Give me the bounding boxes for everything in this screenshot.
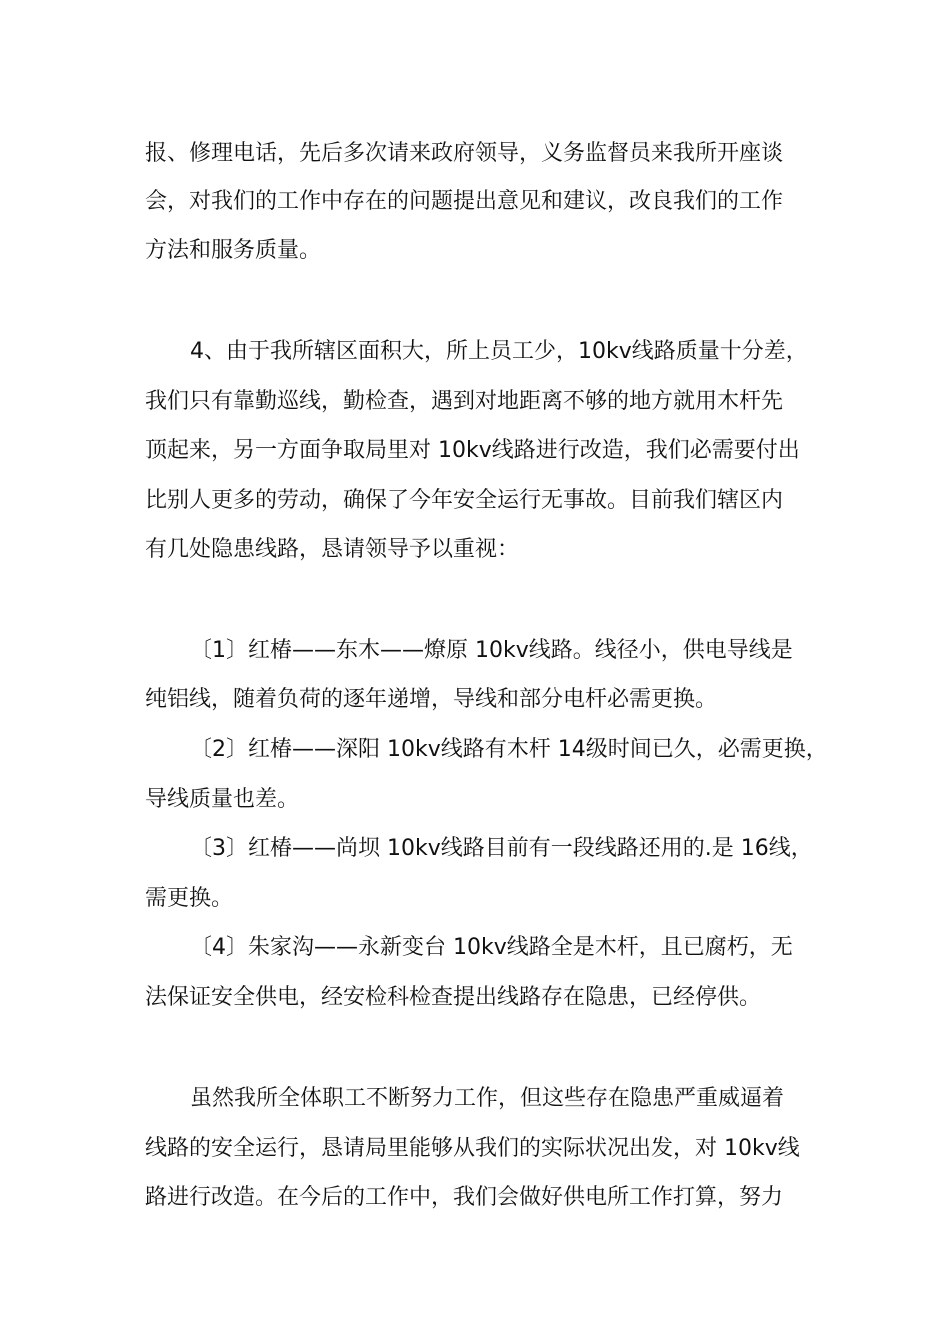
text-line-9: 〔1〕红椿——东木——燎原 10kv线路。线径小，供电导线是 bbox=[190, 638, 793, 663]
text-line-6: 顶起来，另一方面争取局里对 10kv线路进行改造，我们必需要付出 bbox=[145, 438, 800, 463]
text-line-3: 方法和服务质量。 bbox=[145, 238, 322, 263]
text-line-12: 导线质量也差。 bbox=[145, 787, 300, 812]
text-line-8: 有几处隐患线路，恳请领导予以重视： bbox=[145, 537, 520, 562]
text-line-17: 虽然我所全体职工不断努力工作，但这些存在隐患严重威逼着 bbox=[190, 1086, 785, 1111]
text-line-14: 需更换。 bbox=[145, 886, 234, 911]
text-line-18: 线路的安全运行，恳请局里能够从我们的实际状况出发，对 10kv线 bbox=[145, 1136, 800, 1161]
text-line-15: 〔4〕朱家沟——永新变台 10kv线路全是木杆，且已腐朽，无 bbox=[190, 935, 793, 960]
text-line-13: 〔3〕红椿——尚坝 10kv线路目前有一段线路还用的.是 16线， bbox=[190, 836, 813, 861]
text-line-4: 4、由于我所辖区面积大，所上员工少，10kv线路质量十分差， bbox=[190, 339, 808, 364]
text-line-11: 〔2〕红椿——深阳 10kv线路有木杆 14级时间已久，必需更换， bbox=[190, 737, 828, 762]
text-line-7: 比别人更多的劳动，确保了今年安全运行无事故。目前我们辖区内 bbox=[145, 488, 784, 513]
text-line-16: 法保证安全供电，经安检科检查提出线路存在隐患，已经停供。 bbox=[145, 985, 762, 1010]
text-line-19: 路进行改造。在今后的工作中，我们会做好供电所工作打算，努力 bbox=[145, 1185, 784, 1210]
text-line-5: 我们只有靠勤巡线，勤检查，遇到对地距离不够的地方就用木杆先 bbox=[145, 389, 784, 414]
text-line-2: 会，对我们的工作中存在的问题提出意见和建议，改良我们的工作 bbox=[145, 189, 784, 214]
text-line-1: 报、修理电话，先后多次请来政府领导，义务监督员来我所开座谈 bbox=[145, 141, 784, 166]
text-line-10: 纯铝线，随着负荷的逐年递增，导线和部分电杆必需更换。 bbox=[145, 687, 718, 712]
